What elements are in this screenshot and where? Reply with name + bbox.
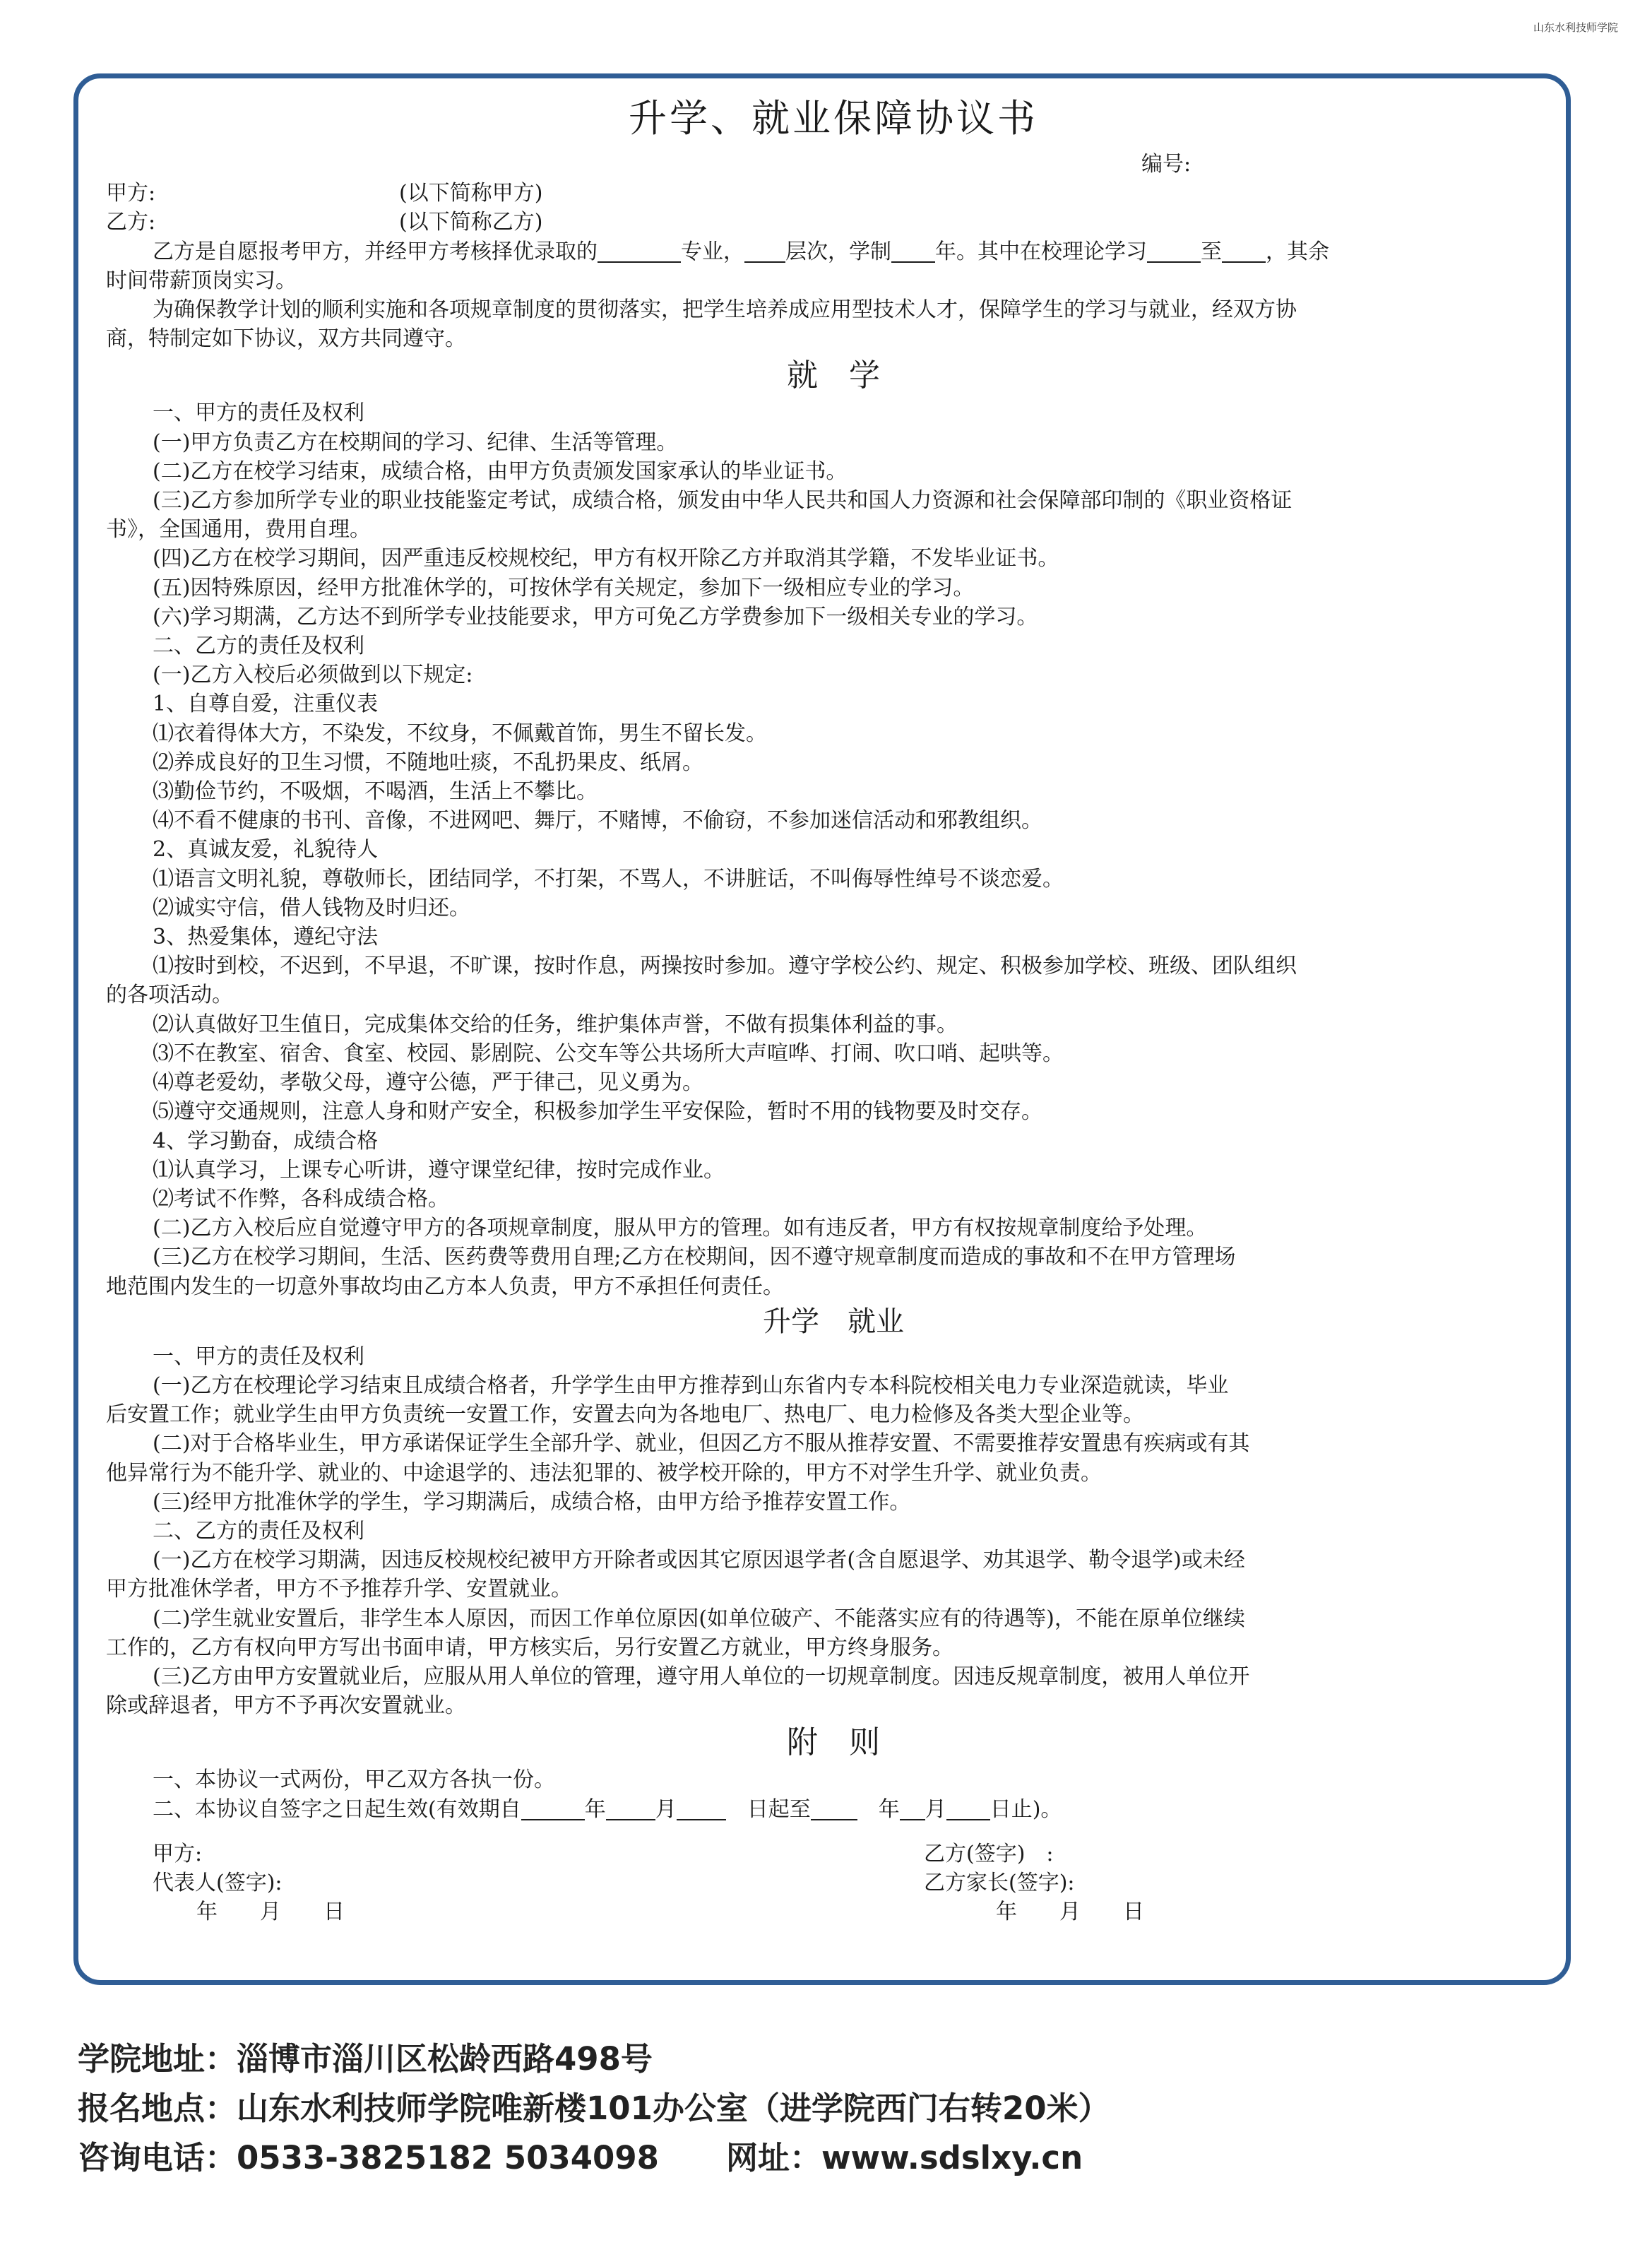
intro-paragraph-1-cont: 时间带薪顶岗实习。	[106, 268, 297, 293]
study-end-blank	[1222, 240, 1266, 263]
years-blank	[891, 240, 935, 263]
start-year-blank	[521, 1798, 585, 1820]
clause-line: ⑵考试不作弊，各科成绩合格。	[153, 1186, 449, 1212]
party-a-label: 甲方:	[106, 181, 156, 206]
representative-signature-label: 代表人(签字):	[153, 1870, 283, 1895]
clause-line: 地范围内发生的一切意外事故均由乙方本人负责，甲方不承担任何责任。	[106, 1274, 784, 1299]
clause-line: ⑴认真学习，上课专心听讲，遵守课堂纪律，按时完成作业。	[153, 1157, 725, 1183]
clause-line: ⑸遵守交通规则，注意人身和财产安全，积极参加学生平安保险，暂时不用的钱物要及时交存。	[153, 1099, 1042, 1125]
clause-line: ⑴衣着得体大方，不染发，不纹身，不佩戴首饰，男生不留长发。	[153, 721, 767, 746]
appendix-text: 日起至	[747, 1796, 811, 1822]
clause-line: (二)乙方在校学习结束，成绩合格，由甲方负责颁发国家承认的毕业证书。	[153, 458, 848, 484]
clause-line: (一)甲方负责乙方在校期间的学习、纪律、生活等管理。	[153, 430, 678, 455]
clause-line: ⑶勤俭节约，不吸烟，不喝酒，生活上不攀比。	[153, 779, 598, 805]
level-blank	[744, 240, 785, 263]
parent-signature-label: 乙方家长(签字):	[924, 1870, 1075, 1895]
appendix-text: 年	[584, 1796, 606, 1822]
clause-line: ⑷尊老爱幼，孝敬父母，遵守公德，严于律己，见义勇为。	[153, 1070, 703, 1096]
college-address: 学院地址：淄博市淄川区松龄西路498号	[78, 2040, 653, 2078]
clause-line: 工作的，乙方有权向甲方写出书面申请，甲方核实后，另行安置乙方就业，甲方终身服务。	[106, 1635, 953, 1660]
clause-line: ⑷不看不健康的书刊、音像，不进网吧、舞厅，不赌博，不偷窃，不参加迷信活动和邪教组织。	[153, 808, 1042, 834]
clause-line: (二)乙方入校后应自觉遵守甲方的各项规章制度，服从甲方的管理。如有违反者，甲方有权按规章制度给予处理。	[153, 1216, 1208, 1241]
study-start-blank	[1147, 240, 1201, 263]
party-a-note: (以下简称甲方)	[399, 181, 543, 206]
brand-label: 山东水利技师学院	[1533, 21, 1618, 34]
contact-footer	[78, 2034, 1617, 2183]
intro-paragraph-1	[106, 237, 1561, 266]
section-employment-body	[106, 1342, 1561, 1721]
end-day-blank	[946, 1798, 990, 1820]
clause-line: (一)乙方在校学习期满，因违反校规校纪被甲方开除者或因其它原因退学者(含自愿退学、劝其退学、勒令退学)或未经	[153, 1548, 1245, 1573]
start-month-blank	[606, 1798, 655, 1820]
clause-line: 1、自尊自爱，注重仪表	[153, 692, 379, 717]
clause-line: 书》，全国通用，费用自理。	[106, 517, 371, 543]
appendix-text: 日止)。	[990, 1796, 1062, 1822]
party-a-signature-label: 甲方:	[153, 1841, 203, 1866]
appendix-text: 二、本协议自签字之日起生效(有效期自	[153, 1796, 521, 1822]
intro-paragraph-2-cont: 商，特制定如下协议，双方共同遵守。	[106, 326, 466, 352]
clause-line: ⑶不在教室、宿舍、食室、校园、影剧院、公交车等公共场所大声喧哗、打闹、吹口哨、起哄等。	[153, 1041, 1064, 1066]
intro-text: ，其余	[1266, 239, 1329, 264]
number-field: 编号:	[1141, 152, 1192, 177]
clause-line: 一、甲方的责任及权利	[153, 401, 364, 426]
party-a-row	[106, 179, 1561, 208]
clause-line: (一)乙方入校后必须做到以下规定:	[153, 663, 473, 688]
enrollment-location: 报名地点：山东水利技师学院唯新楼101办公室（进学院西门右转20米）	[78, 2090, 1110, 2127]
start-day-blank	[677, 1798, 726, 1820]
intro-text: 专业，	[681, 239, 744, 264]
signature-row-3	[106, 1897, 1561, 1926]
clause-line: ⑴语言文明礼貌，尊敬师长，团结同学，不打架，不骂人，不讲脏话，不叫侮辱性绰号不谈恋爱。	[153, 866, 1064, 891]
clause-line: 后安置工作；就业学生由甲方负责统一安置工作，安置去向为各地电厂、热电厂、电力检修及各类大型企业等。	[106, 1402, 1144, 1428]
clause-line: 他异常行为不能升学、就业的、中途退学的、违法犯罪的、被学校开除的，甲方不对学生升学、就业负责。	[106, 1460, 1102, 1486]
section-title-study: 就 学	[787, 357, 880, 394]
clause-line: 4、学习勤奋，成绩合格	[153, 1128, 379, 1154]
signature-row-2	[106, 1868, 1561, 1897]
party-b-date: 年 月 日	[996, 1900, 1144, 1925]
clause-line: 一、甲方的责任及权利	[153, 1344, 364, 1369]
intro-text: 至	[1201, 239, 1222, 264]
intro-text: 乙方是自愿报考甲方，并经甲方考核择优录取的	[153, 239, 598, 264]
appendix-clause-1: 一、本协议一式两份，甲乙双方各执一份。	[153, 1767, 555, 1793]
document-title: 升学、就业保障协议书	[629, 96, 1038, 141]
appendix-clause-2	[106, 1795, 1561, 1824]
clause-line: (二)对于合格毕业生，甲方承诺保证学生全部升学、就业，但因乙方不服从推荐安置、不需要推荐安置患有疾病或有其	[153, 1431, 1250, 1457]
agreement-content	[106, 90, 1561, 1926]
contact-row	[78, 2133, 1617, 2183]
clause-line: 除或辞退者，甲方不予再次安置就业。	[106, 1693, 466, 1719]
website-link[interactable]: 网址：www.sdslxy.cn	[725, 2139, 1083, 2176]
clause-line: (五)因特殊原因，经甲方批准休学的，可按休学有关规定，参加下一级相应专业的学习。	[153, 575, 975, 600]
clause-line: (三)经甲方批准休学的学生，学习期满后，成绩合格，由甲方给予推荐安置工作。	[153, 1489, 911, 1515]
party-a-date: 年 月 日	[196, 1900, 345, 1925]
clause-line: 2、真诚友爱，礼貌待人	[153, 837, 379, 863]
signature-row-1	[106, 1840, 1561, 1868]
clause-line: ⑴按时到校，不迟到，不早退，不旷课，按时作息，两操按时参加。遵守学校公约、规定、积极参加学校、班级、团队组织	[153, 954, 1297, 979]
party-b-label: 乙方:	[106, 210, 156, 235]
clause-line: 3、热爱集体，遵纪守法	[153, 925, 379, 950]
end-year-blank	[811, 1798, 857, 1820]
clause-line: 二、乙方的责任及权利	[153, 1518, 364, 1544]
major-blank	[598, 240, 681, 263]
clause-line: 甲方批准休学者，甲方不予推荐升学、安置就业。	[106, 1577, 572, 1602]
intro-text: 年。其中在校理论学习	[935, 239, 1147, 264]
clause-line: ⑵养成良好的卫生习惯，不随地吐痰，不乱扔果皮、纸屑。	[153, 750, 703, 775]
appendix-text: 月	[925, 1796, 946, 1822]
clause-line: (一)乙方在校理论学习结束且成绩合格者，升学学生由甲方推荐到山东省内专本科院校相关电力专业深造就读，毕业	[153, 1373, 1229, 1398]
clause-line: 二、乙方的责任及权利	[153, 634, 364, 659]
end-month-blank	[900, 1798, 925, 1820]
clause-line: (三)乙方在校学习期间，生活、医药费等费用自理;乙方在校期间，因不遵守规章制度而造成的事故和不在甲方管理场	[153, 1245, 1236, 1270]
clause-line: (三)乙方参加所学专业的职业技能鉴定考试，成绩合格，颁发由中华人民共和国人力资源和社会保障部印制的《职业资格证	[153, 488, 1293, 514]
intro-text: 层次，学制	[785, 239, 891, 264]
party-b-note: (以下简称乙方)	[399, 210, 543, 235]
clause-line: ⑵诚实守信，借人钱物及时归还。	[153, 895, 470, 920]
clause-line: (三)乙方由甲方安置就业后，应服从用人单位的管理，遵守用人单位的一切规章制度。因违反规章制度，被用人单位开	[153, 1664, 1250, 1689]
section-title-appendix: 附 则	[787, 1724, 880, 1761]
clause-line: ⑵认真做好卫生值日，完成集体交给的任务，维护集体声誉，不做有损集体利益的事。	[153, 1012, 958, 1037]
party-b-row	[106, 208, 1561, 237]
party-b-signature-label: 乙方(签字) :	[924, 1841, 1054, 1866]
clause-line: (六)学习期满，乙方达不到所学专业技能要求，甲方可免乙方学费参加下一级相关专业的学习。	[153, 604, 1038, 629]
section-study-body	[106, 398, 1561, 1301]
clause-line: (四)乙方在校学习期间，因严重违反校规校纪，甲方有权开除乙方并取消其学籍，不发毕业证书。	[153, 546, 1059, 571]
appendix-text: 年	[878, 1796, 900, 1822]
phone-numbers: 咨询电话：0533-3825182 5034098	[78, 2139, 659, 2176]
clause-line: (二)学生就业安置后，非学生本人原因，而因工作单位原因(如单位破产、不能落实应有的待遇等)，不能在原单位继续	[153, 1606, 1245, 1631]
intro-paragraph-2: 为确保教学计划的顺利实施和各项规章制度的贯彻落实，把学生培养成应用型技术人才，保障学生的学习与就业，经双方协	[153, 297, 1297, 323]
appendix-text: 月	[655, 1796, 677, 1822]
section-title-employment: 升学 就业	[763, 1305, 904, 1338]
clause-line: 的各项活动。	[106, 983, 233, 1008]
